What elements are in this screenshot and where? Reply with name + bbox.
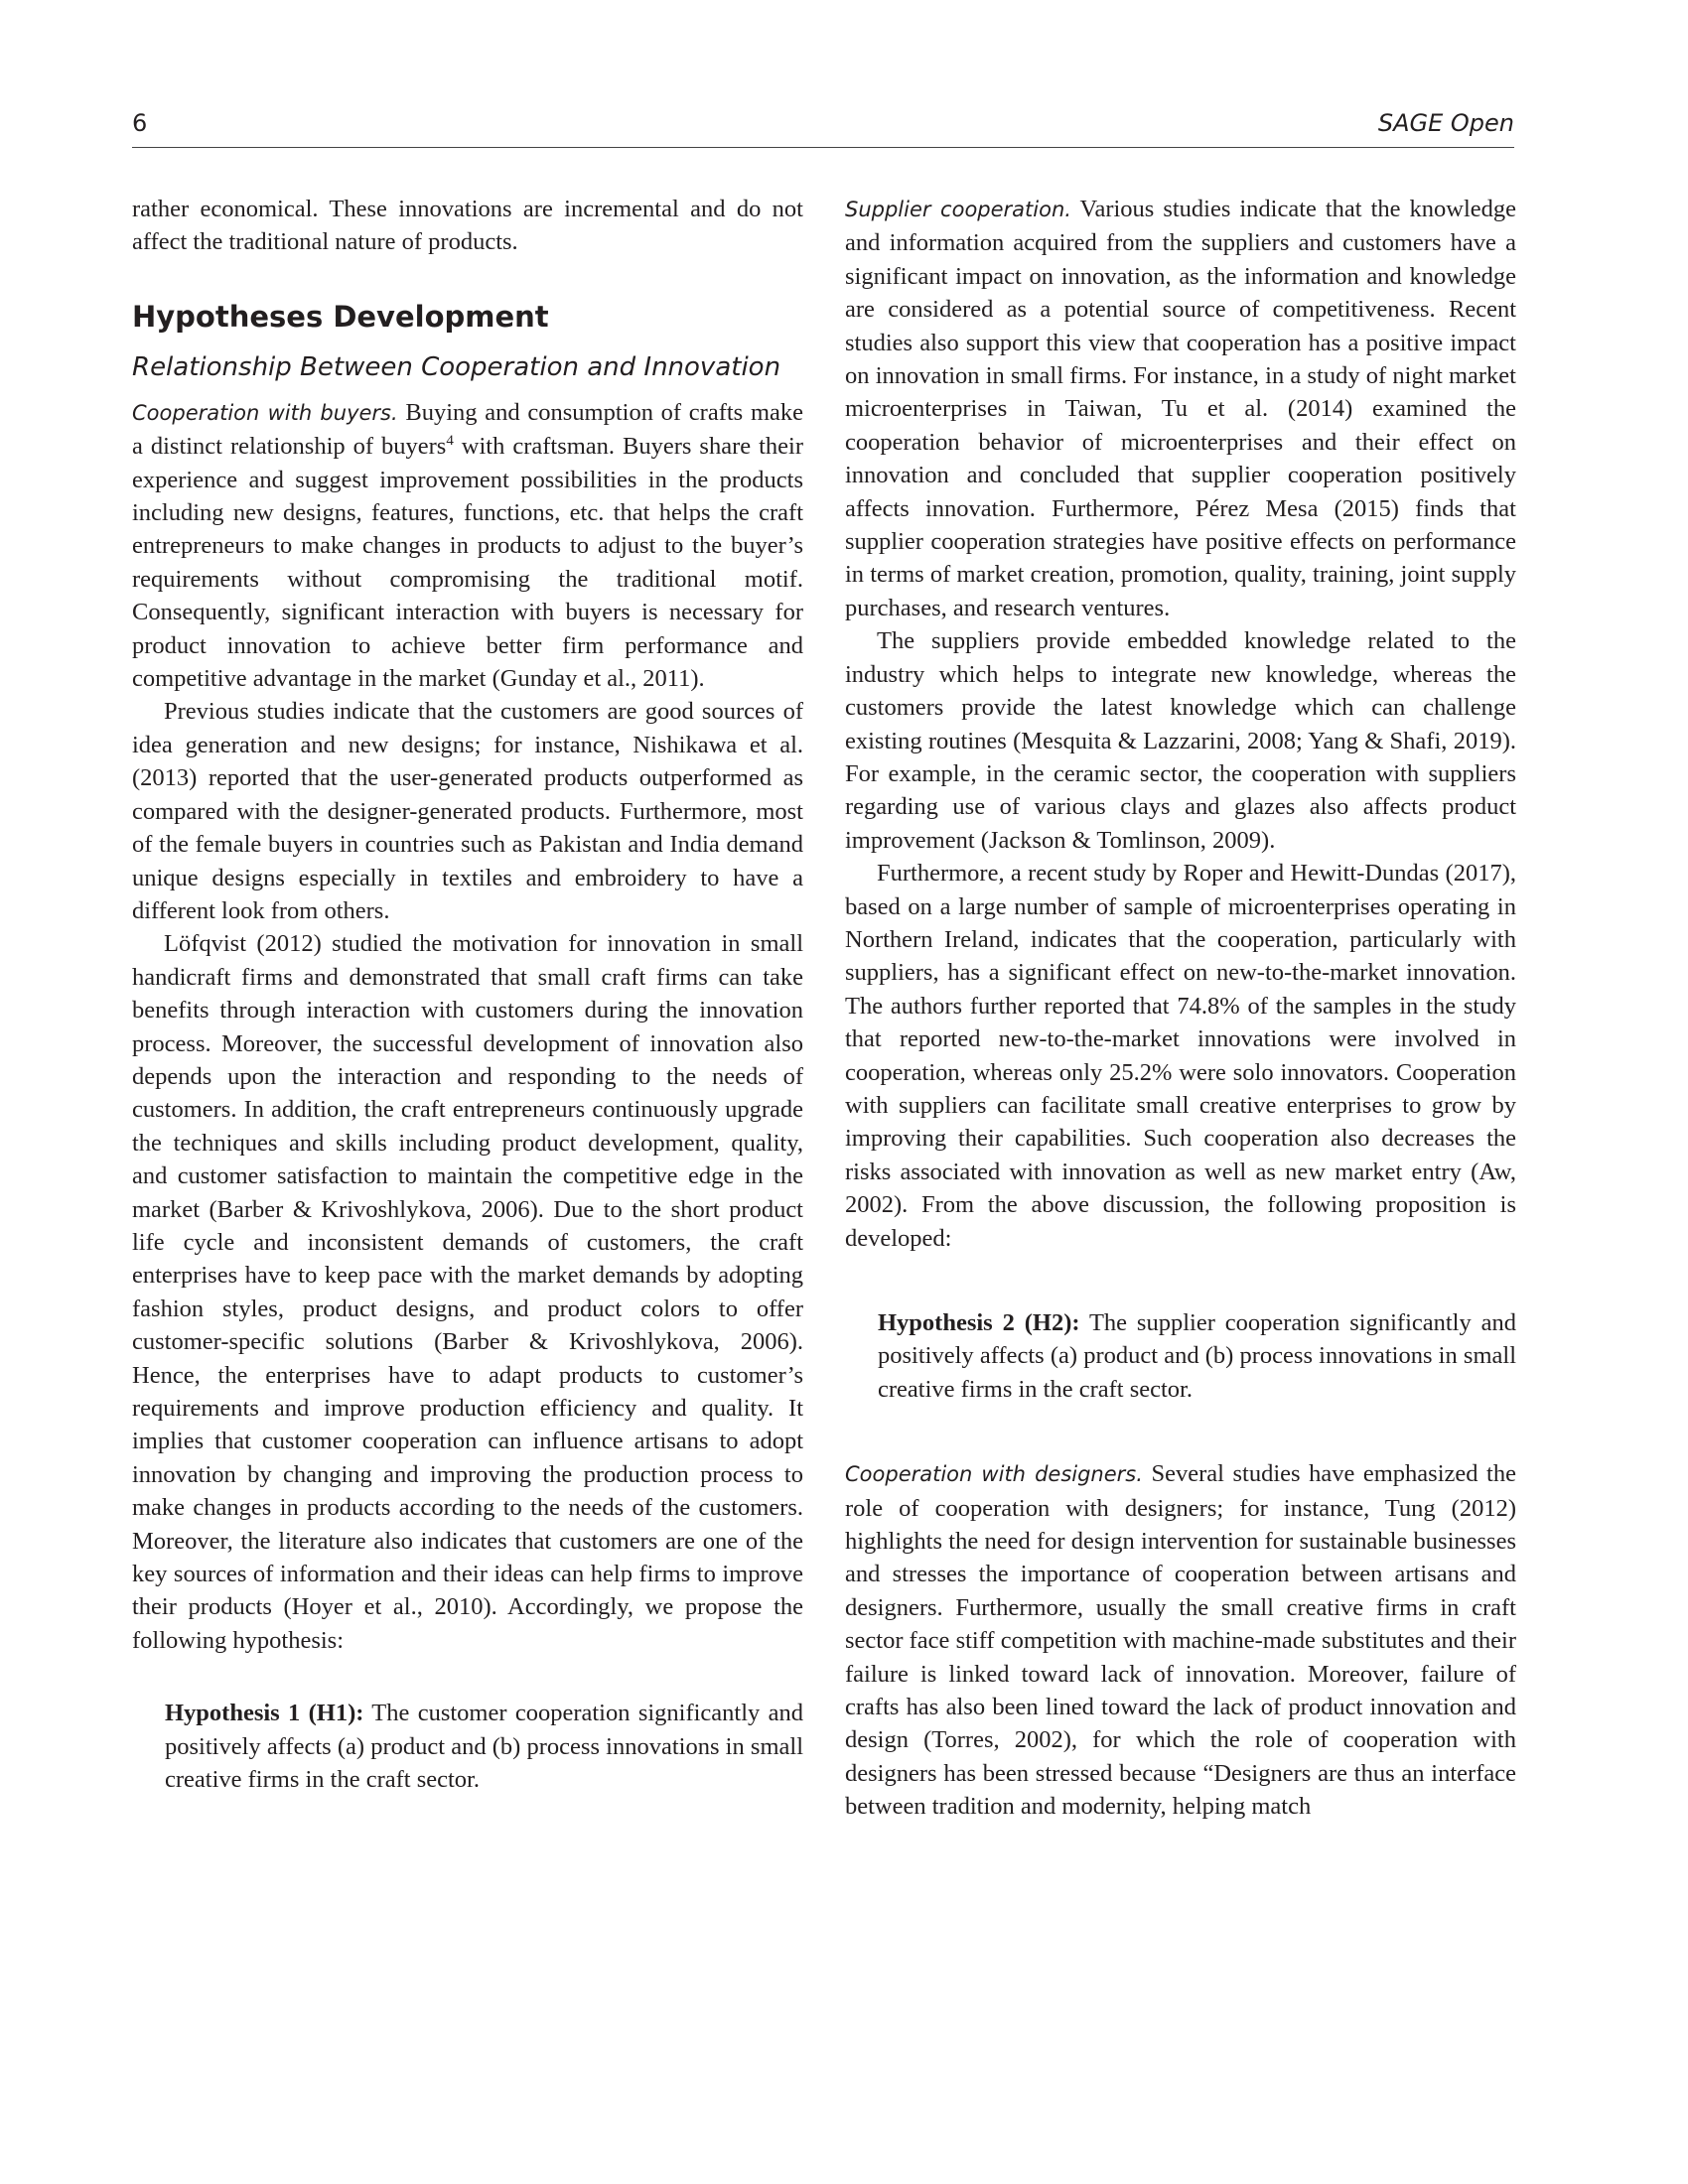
designers-paragraph-1: Cooperation with designers. Several studies have emphasized the role of cooperation with designers; for instance, Tung (2012) highlights the need for design intervention for sustainable businesses and stresses the importance of cooperation between artisans and designers. Furthermore, usually the small creative firms in craft sector face stiff competition with machine-made substitutes and their failure is linked toward lack of innovation. Moreover, failure of crafts has also been lined toward the lack of product innovation and design (Torres, 2002), for which the role of cooperation with designers has been stressed because “Designers are thus an interface between tradition and modernity, helping match — [845, 1460, 1516, 1821]
hypothesis-1-label: Hypothesis 1 (H1): — [165, 1700, 364, 1727]
supplier-paragraph-1: Supplier cooperation. Various studies indicate that the knowledge and information acquired from the suppliers and customers have a significant impact on innovation, as the information and knowledge are considered as a potential source of competitiveness. Recent studies also support this view that cooperation has a positive impact on innovation in small firms. For instance, in a study of night market microenterprises in Taiwan, Tu et al. (2014) examined the cooperation behavior of microenterprises and their effect on innovation and concluded that supplier cooperation positively affects innovation. Furthermore, Pérez Mesa (2015) finds that supplier cooperation strategies have positive effects on performance in terms of market creation, promotion, quality, training, joint supply purchases, and research ventures. — [845, 196, 1516, 621]
designers-heading: Cooperation with designers. — [845, 1462, 1143, 1487]
footnote-ref: 4 — [446, 433, 454, 450]
hypothesis-2-label: Hypothesis 2 (H2): — [878, 1309, 1080, 1336]
hypothesis-2: Hypothesis 2 (H2): The supplier cooperation significantly and positively affects (a) product and (b) process innovations in small creative firms in the craft sector. — [878, 1309, 1516, 1403]
buyers-paragraph-2: Previous studies indicate that the customers are good sources of idea generation and new designs; for instance, Nishikawa et al. (2013) reported that the user-generated products outperformed as compared with the designer-generated products. Furthermore, most of the female buyers in countries such as Pakistan and India demand unique designs especially in textiles and embroidery to have a different look from others. — [132, 698, 803, 924]
hypothesis-1: Hypothesis 1 (H1): The customer cooperation significantly and positively affects (a) product and (b) process innovations in small creative firms in the craft sector. — [165, 1700, 803, 1794]
section-title: Hypotheses Development — [132, 299, 549, 334]
supplier-paragraph-3: Furthermore, a recent study by Roper and Hewitt-Dundas (2017), based on a large number of sample of microenterprises operating in Northern Ireland, indicates that the cooperation, particularly with suppliers, has a significant effect on new-to-the-market innovation. The authors further reported that 74.8% of the samples in the study that reported new-to-the-market innovations were involved in cooperation, whereas only 25.2% were solo innovators. Cooperation with suppliers can facilitate small creative enterprises to grow by improving their capabilities. Such cooperation also decreases the risks associated with innovation as well as new market entry (Aw, 2002). From the above discussion, the following proposition is developed: — [845, 860, 1516, 1252]
right-column — [845, 193, 1516, 1824]
page-number: 6 — [132, 109, 148, 137]
left-column — [132, 193, 803, 1836]
buyers-paragraph-1: Cooperation with buyers. Buying and consumption of crafts make a distinct relationship of buyers$^4$ with craftsman. Buyers share their experience and suggest improvement possibilities in the products including new designs, features, functions, etc. that helps the craft entrepreneurs to make changes in products to adjust to the buyer’s requirements without compromising the traditional motif. Consequently, significant interaction with buyers is necessary for product innovation to achieve better firm performance and competitive advantage in the market (Gunday et al., 2011). — [132, 398, 803, 693]
supplier-heading: Supplier cooperation. — [845, 198, 1071, 221]
journal-name: SAGE Open — [1377, 109, 1514, 137]
running-header — [132, 107, 1514, 148]
buyers-heading: Cooperation with buyers. — [132, 400, 398, 425]
subsection-title: Relationship Between Cooperation and Innovation — [132, 351, 781, 382]
intro-paragraph: rather economical. These innovations are incremental and do not affect the traditional nature of products. — [132, 196, 803, 256]
supplier-paragraph-2: The suppliers provide embedded knowledge related to the industry which helps to integrate new knowledge, whereas the customers provide the latest knowledge which can challenge existing routines (Mesquita & Lazzarini, 2008; Yang & Shafi, 2019). For example, in the ceramic sector, the cooperation with suppliers regarding use of various clays and glazes also affects product improvement (Jackson & Tomlinson, 2009). — [845, 627, 1516, 854]
buyers-paragraph-3: Löfqvist (2012) studied the motivation for innovation in small handicraft firms and demonstrated that small craft firms can take benefits through interaction with customers during the innovation process. Moreover, the successful development of innovation also depends upon the interaction and responding to the needs of customers. In addition, the craft entrepreneurs continuously upgrade the techniques and skills including product development, quality, and customer satisfaction to maintain the competitive edge in the market (Barber & Krivoshlykova, 2006). Due to the short product life cycle and inconsistent demands of customers, the craft enterprises have to keep pace with the market demands by adopting fashion styles, product designs, and product colors to offer customer-specific solutions (Barber & Krivoshlykova, 2006). Hence, the enterprises have to adapt products to customer’s requirements and improve production efficiency and quality. It implies that customer cooperation can influence artisans to adopt innovation by changing and improving the production process to make changes in products according to the needs of the customers. Moreover, the literature also indicates that customers are one of the key sources of information and their ideas can help firms to improve their products (Hoyer et al., 2010). Accordingly, we propose the following hypothesis: — [132, 930, 803, 1654]
